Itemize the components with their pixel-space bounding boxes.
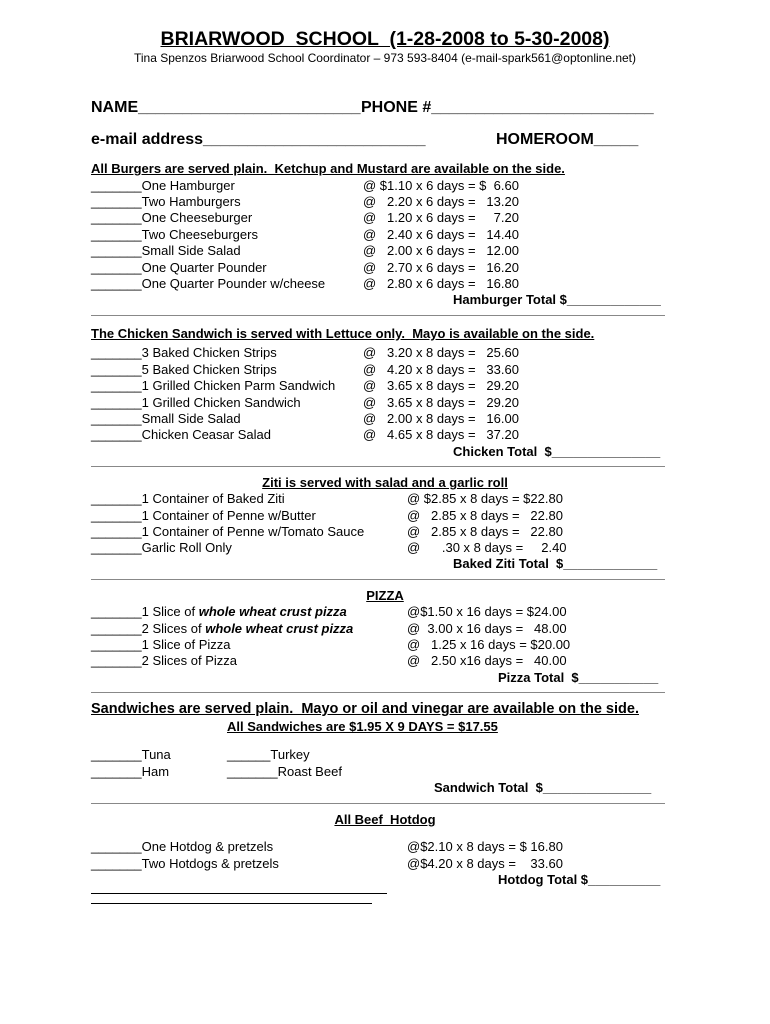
chicken-item-price: @ 3.65 x 8 days = 29.20	[363, 378, 519, 393]
hotdog-heading: All Beef Hotdog	[334, 812, 436, 827]
ziti-total-field[interactable]: Baked Ziti Total $_____________	[453, 556, 658, 571]
burger-item-label[interactable]: _______Two Cheeseburgers	[91, 227, 258, 242]
turkey-option[interactable]: ______Turkey	[227, 747, 310, 762]
ziti-item-label[interactable]: _______1 Container of Baked Ziti	[91, 491, 285, 506]
pizza-item-price: @ 3.00 x 16 days = 48.00	[407, 621, 567, 636]
hotdog-item-label[interactable]: _______Two Hotdogs & pretzels	[91, 856, 279, 871]
chicken-item-label[interactable]: _______3 Baked Chicken Strips	[91, 345, 277, 360]
chicken-item-price: @ 4.65 x 8 days = 37.20	[363, 427, 519, 442]
divider	[91, 466, 665, 467]
ham-option[interactable]: _______Ham	[91, 764, 170, 779]
sandwich-total-field[interactable]: Sandwich Total $_______________	[434, 780, 652, 795]
name-field[interactable]: NAME_________________________	[91, 99, 361, 116]
chicken-item-label[interactable]: _______1 Grilled Chicken Parm Sandwich	[91, 378, 336, 393]
ziti-heading: Ziti is served with salad and a garlic roll	[262, 475, 508, 490]
chicken-item-price: @ 3.20 x 8 days = 25.60	[363, 345, 519, 360]
sandwiches-subheading: All Sandwiches are $1.95 X 9 DAYS = $17.55	[227, 719, 498, 734]
chicken-item-label[interactable]: _______1 Grilled Chicken Sandwich	[91, 395, 301, 410]
burger-item-price: @ $1.10 x 6 days = $ 6.60	[363, 178, 519, 193]
chicken-item-label[interactable]: _______Chicken Ceasar Salad	[91, 427, 271, 442]
pizza-item-price: @ 1.25 x 16 days = $20.00	[407, 637, 571, 652]
chicken-item-price: @ 2.00 x 8 days = 16.00	[363, 411, 519, 426]
pizza-item-label[interactable]: _______1 Slice of Pizza	[91, 637, 231, 652]
burger-item-label[interactable]: _______Two Hamburgers	[91, 194, 241, 209]
pizza-total-field[interactable]: Pizza Total $___________	[498, 670, 659, 685]
chicken-item-price: @ 4.20 x 8 days = 33.60	[363, 362, 519, 377]
ziti-item-label[interactable]: _______1 Container of Penne w/Tomato Sauce	[91, 524, 365, 539]
pizza-item-prefix: _______1 Slice of	[91, 604, 199, 619]
pizza-item-label[interactable]	[91, 621, 353, 636]
pizza-item-prefix: _______2 Slices of	[91, 621, 206, 636]
burger-item-price: @ 2.70 x 6 days = 16.20	[363, 260, 519, 275]
pizza-item-emphasis: whole wheat crust pizza	[205, 621, 354, 636]
hamburger-total-field[interactable]: Hamburger Total $_____________	[453, 292, 661, 307]
burger-item-label[interactable]: _______One Hamburger	[91, 178, 235, 193]
tuna-option[interactable]: _______Tuna	[91, 747, 171, 762]
burger-item-label[interactable]: _______Small Side Salad	[91, 243, 241, 258]
burger-item-label[interactable]: _______One Quarter Pounder	[91, 260, 267, 275]
burger-item-price: @ 1.20 x 6 days = 7.20	[363, 210, 519, 225]
hotdog-total-field[interactable]: Hotdog Total $__________	[498, 872, 661, 887]
signature-line[interactable]	[91, 903, 372, 904]
hotdog-item-price: @$4.20 x 8 days = 33.60	[407, 856, 563, 871]
pizza-item-price: @$1.50 x 16 days = $24.00	[407, 604, 567, 619]
email-field[interactable]: e-mail address_________________________	[91, 131, 426, 148]
divider	[91, 803, 665, 804]
ziti-item-price: @ $2.85 x 8 days = $22.80	[407, 491, 563, 506]
divider	[91, 579, 665, 580]
signature-line[interactable]	[91, 893, 387, 894]
burger-item-price: @ 2.40 x 6 days = 14.40	[363, 227, 519, 242]
chicken-item-label[interactable]: _______5 Baked Chicken Strips	[91, 362, 277, 377]
burger-item-price: @ 2.20 x 6 days = 13.20	[363, 194, 519, 209]
pizza-item-price: @ 2.50 x16 days = 40.00	[407, 653, 567, 668]
phone-field[interactable]: PHONE #_________________________	[361, 99, 654, 116]
pizza-item-label[interactable]: _______2 Slices of Pizza	[91, 653, 237, 668]
divider	[91, 692, 665, 693]
pizza-heading: PIZZA	[366, 588, 404, 603]
chicken-total-field[interactable]: Chicken Total $_______________	[453, 444, 661, 459]
sandwiches-heading: Sandwiches are served plain. Mayo or oil and vinegar are available on the side.	[91, 701, 639, 717]
chicken-item-label[interactable]: _______Small Side Salad	[91, 411, 241, 426]
ziti-item-label[interactable]: _______1 Container of Penne w/Butter	[91, 508, 316, 523]
ziti-item-label[interactable]: _______Garlic Roll Only	[91, 540, 232, 555]
divider	[91, 315, 665, 316]
ziti-item-price: @ .30 x 8 days = 2.40	[407, 540, 567, 555]
hotdog-item-price: @$2.10 x 8 days = $ 16.80	[407, 839, 563, 854]
page-subtitle: Tina Spenzos Briarwood School Coordinator – 973 593-8404 (e-mail-spark561@optonline.net)	[133, 51, 637, 65]
roast-beef-option[interactable]: _______Roast Beef	[227, 764, 342, 779]
ziti-item-price: @ 2.85 x 8 days = 22.80	[407, 508, 563, 523]
burgers-heading: All Burgers are served plain. Ketchup and Mustard are available on the side.	[91, 161, 565, 176]
chicken-item-price: @ 3.65 x 8 days = 29.20	[363, 395, 519, 410]
hotdog-item-label[interactable]: _______One Hotdog & pretzels	[91, 839, 274, 854]
burger-item-price: @ 2.00 x 6 days = 12.00	[363, 243, 519, 258]
homeroom-field[interactable]: HOMEROOM_____	[496, 131, 639, 148]
page-title: BRIARWOOD SCHOOL (1-28-2008 to 5-30-2008)	[160, 28, 610, 50]
burger-item-label[interactable]: _______One Quarter Pounder w/cheese	[91, 276, 326, 291]
pizza-item-label[interactable]	[91, 604, 347, 619]
burger-item-label[interactable]: _______One Cheeseburger	[91, 210, 253, 225]
chicken-heading: The Chicken Sandwich is served with Lettuce only. Mayo is available on the side.	[91, 326, 595, 341]
ziti-item-price: @ 2.85 x 8 days = 22.80	[407, 524, 563, 539]
pizza-item-emphasis: whole wheat crust pizza	[198, 604, 347, 619]
burger-item-price: @ 2.80 x 6 days = 16.80	[363, 276, 519, 291]
